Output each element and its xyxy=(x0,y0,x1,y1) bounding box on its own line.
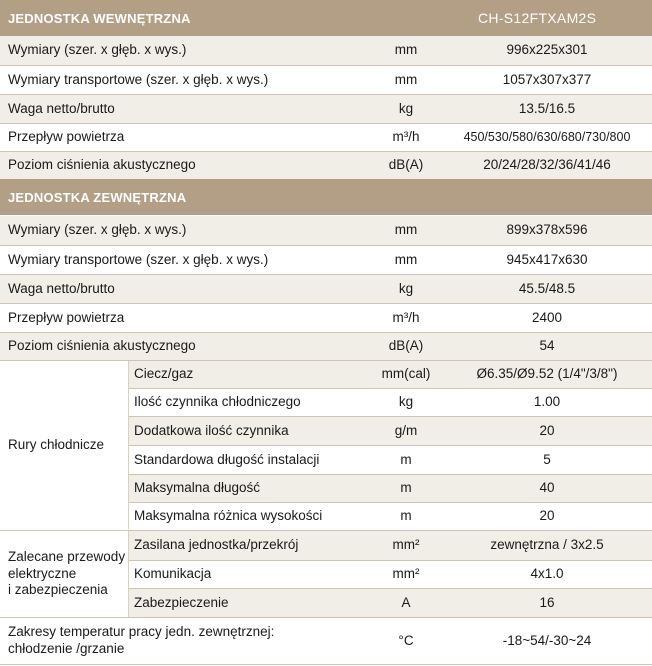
row-label: Wymiary transportowe (szer. x głęb. x wys.) xyxy=(8,71,269,87)
row-label: Poziom ciśnienia akustycznego xyxy=(8,157,196,173)
row-value: 13.5/16.5 xyxy=(518,100,576,116)
row-value: 945x417x630 xyxy=(506,251,588,267)
row-value: 996x225x301 xyxy=(506,42,588,58)
row-label: Ciecz/gaz xyxy=(134,366,194,382)
row-unit: dB(A) xyxy=(388,338,424,354)
row-value: 54 xyxy=(539,338,555,354)
row-label: Komunikacja xyxy=(134,566,212,582)
row-value: 16 xyxy=(539,594,555,610)
row-unit: kg xyxy=(398,100,414,116)
row-unit: kg xyxy=(398,280,414,296)
row-label: Wymiary transportowe (szer. x głęb. x wys.) xyxy=(8,251,269,267)
row-value: 1057x307x377 xyxy=(502,71,592,87)
row-label: Wymiary (szer. x głęb. x wys.) xyxy=(8,222,187,238)
outdoor-title: JEDNOSTKA ZEWNĘTRZNA xyxy=(8,189,187,205)
row-value: 45.5/48.5 xyxy=(518,280,576,296)
row-value: 20 xyxy=(539,422,555,438)
row-unit: mm² xyxy=(392,537,420,553)
indoor-title: JEDNOSTKA WEWNĘTRZNA xyxy=(8,10,191,26)
row-unit: mm xyxy=(394,222,418,238)
row-label: Przepływ powietrza xyxy=(8,309,125,325)
pipes-label: Rury chłodnicze xyxy=(8,436,105,452)
row-value: 20 xyxy=(539,508,555,524)
row-label: Ilość czynnika chłodniczego xyxy=(134,394,301,410)
row-value: 20/24/28/32/36/41/46 xyxy=(483,157,611,173)
row-value: -18~54/-30~24 xyxy=(502,632,592,648)
row-label: Zabezpieczenie xyxy=(134,594,229,610)
row-unit: m³/h xyxy=(392,129,420,145)
row-value: 2400 xyxy=(531,309,563,325)
row-unit: °C xyxy=(398,632,414,648)
row-unit: m xyxy=(400,480,412,496)
row-unit: mm xyxy=(394,251,418,267)
row-unit: m xyxy=(400,508,412,524)
row-unit: mm xyxy=(394,42,418,58)
row-unit: g/m xyxy=(394,422,418,438)
row-value: 40 xyxy=(539,480,555,496)
wiring-label: Zalecane przewody elektryczne i zabezpieczenia xyxy=(8,548,126,598)
row-label: Waga netto/brutto xyxy=(8,100,115,116)
row-unit: mm(cal) xyxy=(381,366,431,382)
row-label: Waga netto/brutto xyxy=(8,280,115,296)
row-unit: kg xyxy=(398,394,414,410)
model-number: CH-S12FTXAM2S xyxy=(478,10,597,26)
row-label: Maksymalna różnica wysokości xyxy=(134,508,323,524)
row-value: zewnętrzna / 3x2.5 xyxy=(490,537,604,553)
row-unit: A xyxy=(401,594,411,610)
row-label: Maksymalna długość xyxy=(134,480,261,496)
row-value: 5 xyxy=(543,451,551,467)
row-unit: mm xyxy=(394,71,418,87)
row-value: Ø6.35/Ø9.52 (1/4"/3/8") xyxy=(476,366,618,382)
row-label: Poziom ciśnienia akustycznego xyxy=(8,338,196,354)
row-unit: m xyxy=(400,451,412,467)
row-label: Dodatkowa ilość czynnika xyxy=(134,422,289,438)
row-value: 450/530/580/630/680/730/800 xyxy=(463,129,631,144)
row-unit: dB(A) xyxy=(388,157,424,173)
row-label: Zakresy temperatur pracy jedn. zewnętrznej: chłodzenie /grzanie xyxy=(8,624,275,656)
row-label: Standardowa długość instalacji xyxy=(134,451,320,467)
outdoor-header xyxy=(0,179,652,215)
row-unit: m³/h xyxy=(392,309,420,325)
row-label: Przepływ powietrza xyxy=(8,129,125,145)
row-label: Wymiary (szer. x głęb. x wys.) xyxy=(8,42,187,58)
row-unit: mm² xyxy=(392,566,420,582)
row-value: 1.00 xyxy=(533,394,561,410)
row-value: 4x1.0 xyxy=(530,566,564,582)
row-label: Zasilana jednostka/przekrój xyxy=(134,537,299,553)
row-value: 899x378x596 xyxy=(506,222,588,238)
indoor-header xyxy=(0,0,652,36)
